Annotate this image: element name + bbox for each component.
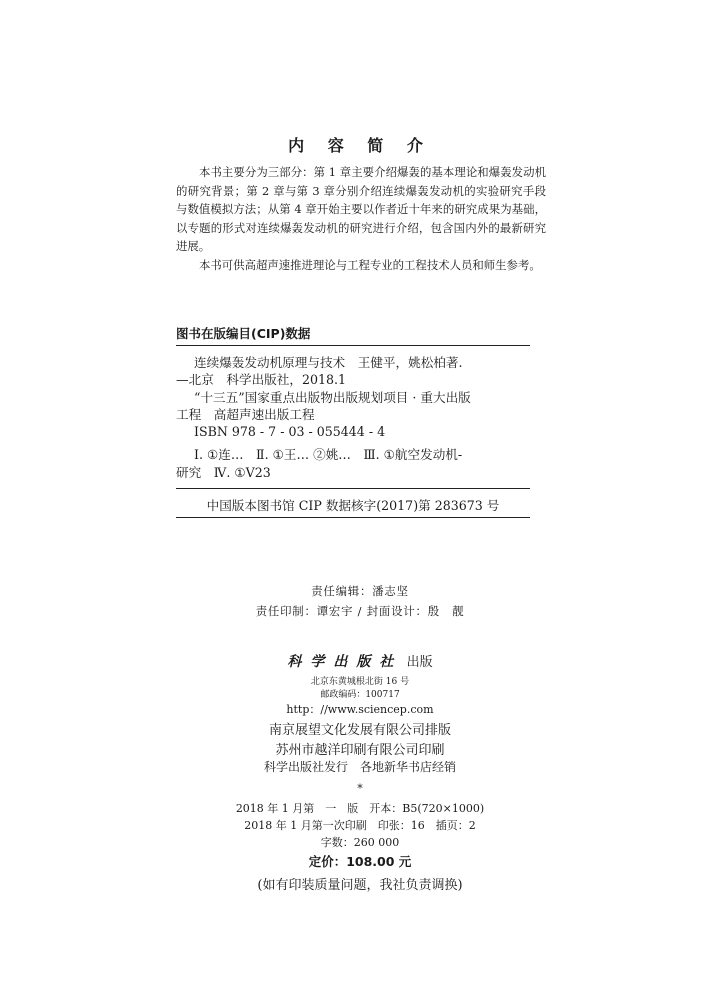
printing-info: 2018 年 1 月第一次印刷 印张：16 插页：2: [244, 819, 476, 832]
quality-notice: (如有印装质量问题，我社负责调换): [257, 878, 463, 893]
cip-line-2: —北京 科学出版社，2018.1: [176, 372, 347, 388]
cip-line-3: “十三五”国家重点出版物出版规划项目 · 重大出版: [194, 389, 471, 405]
distribution: 科学出版社发行 各地新华书店经销: [263, 760, 456, 774]
summary-text: [176, 163, 546, 274]
summary-title: 内 容 简 介: [288, 136, 432, 155]
cip-bottom-rule: [176, 517, 530, 518]
editor-credit: 责任编辑：潘志坚: [311, 584, 409, 598]
cip-line-7: 研究 Ⅳ. ①V23: [176, 464, 271, 480]
separator-asterisk: *: [357, 782, 363, 795]
word-count: 字数：260 000: [320, 836, 400, 849]
cip-top-rule: [176, 345, 530, 346]
cip-title: 图书在版编目(CIP)数据: [176, 326, 311, 341]
edition-info: 2018 年 1 月第 一 版 开本：B5(720×1000): [235, 802, 485, 815]
cip-middle-rule: [176, 488, 530, 489]
cip-line-1: 连续爆轰发动机原理与技术 王健平，姚松柏著.: [194, 355, 463, 370]
credits: [0, 581, 720, 621]
cip-record-number: 中国版本图书馆 CIP 数据核字(2017)第 283673 号: [206, 498, 500, 513]
publisher-line: [0, 651, 720, 671]
publisher-url: http：//www.sciencep.com: [286, 703, 434, 716]
production-credit: 责任印制：谭宏宇 / 封面设计：殷 靓: [255, 604, 465, 618]
cip-line-4: 工程 高超声速出版工程: [176, 406, 315, 422]
typesetter: 南京展望文化发展有限公司排版: [268, 723, 451, 738]
summary-paragraph-1: 本书主要分为三部分：第 1 章主要介绍爆轰的基本理论和爆轰发动机的研究背景；第 2 章与第 3 章分别介绍连续爆轰发动机的实验研究手段与数值模拟方法；从第 4 章开始主要以作者近十年来的研究成果为基础，以专题的形式对连续爆轰发动机的研究进行介绍，包含国内外的最新研究进展。: [176, 165, 546, 253]
cip-line-5: ISBN 978 - 7 - 03 - 055444 - 4: [194, 424, 386, 440]
price: 定价：108.00 元: [308, 854, 412, 869]
cip-line-6: Ⅰ. ①连… Ⅱ. ①王… ②姚… Ⅲ. ①航空发动机-: [194, 447, 463, 463]
printer: 苏州市越洋印刷有限公司印刷: [275, 743, 445, 758]
publisher-postcode: 邮政编码：100717: [320, 690, 400, 700]
publisher-logo: 科学出版社: [287, 654, 403, 670]
publisher-address: 北京东黄城根北街 16 号: [310, 677, 410, 687]
cip-block: [176, 354, 530, 481]
summary-paragraph-2: 本书可供高超声速推进理论与工程专业的工程技术人员和师生参考。: [199, 257, 541, 272]
publisher-suffix: 出版: [406, 655, 433, 670]
